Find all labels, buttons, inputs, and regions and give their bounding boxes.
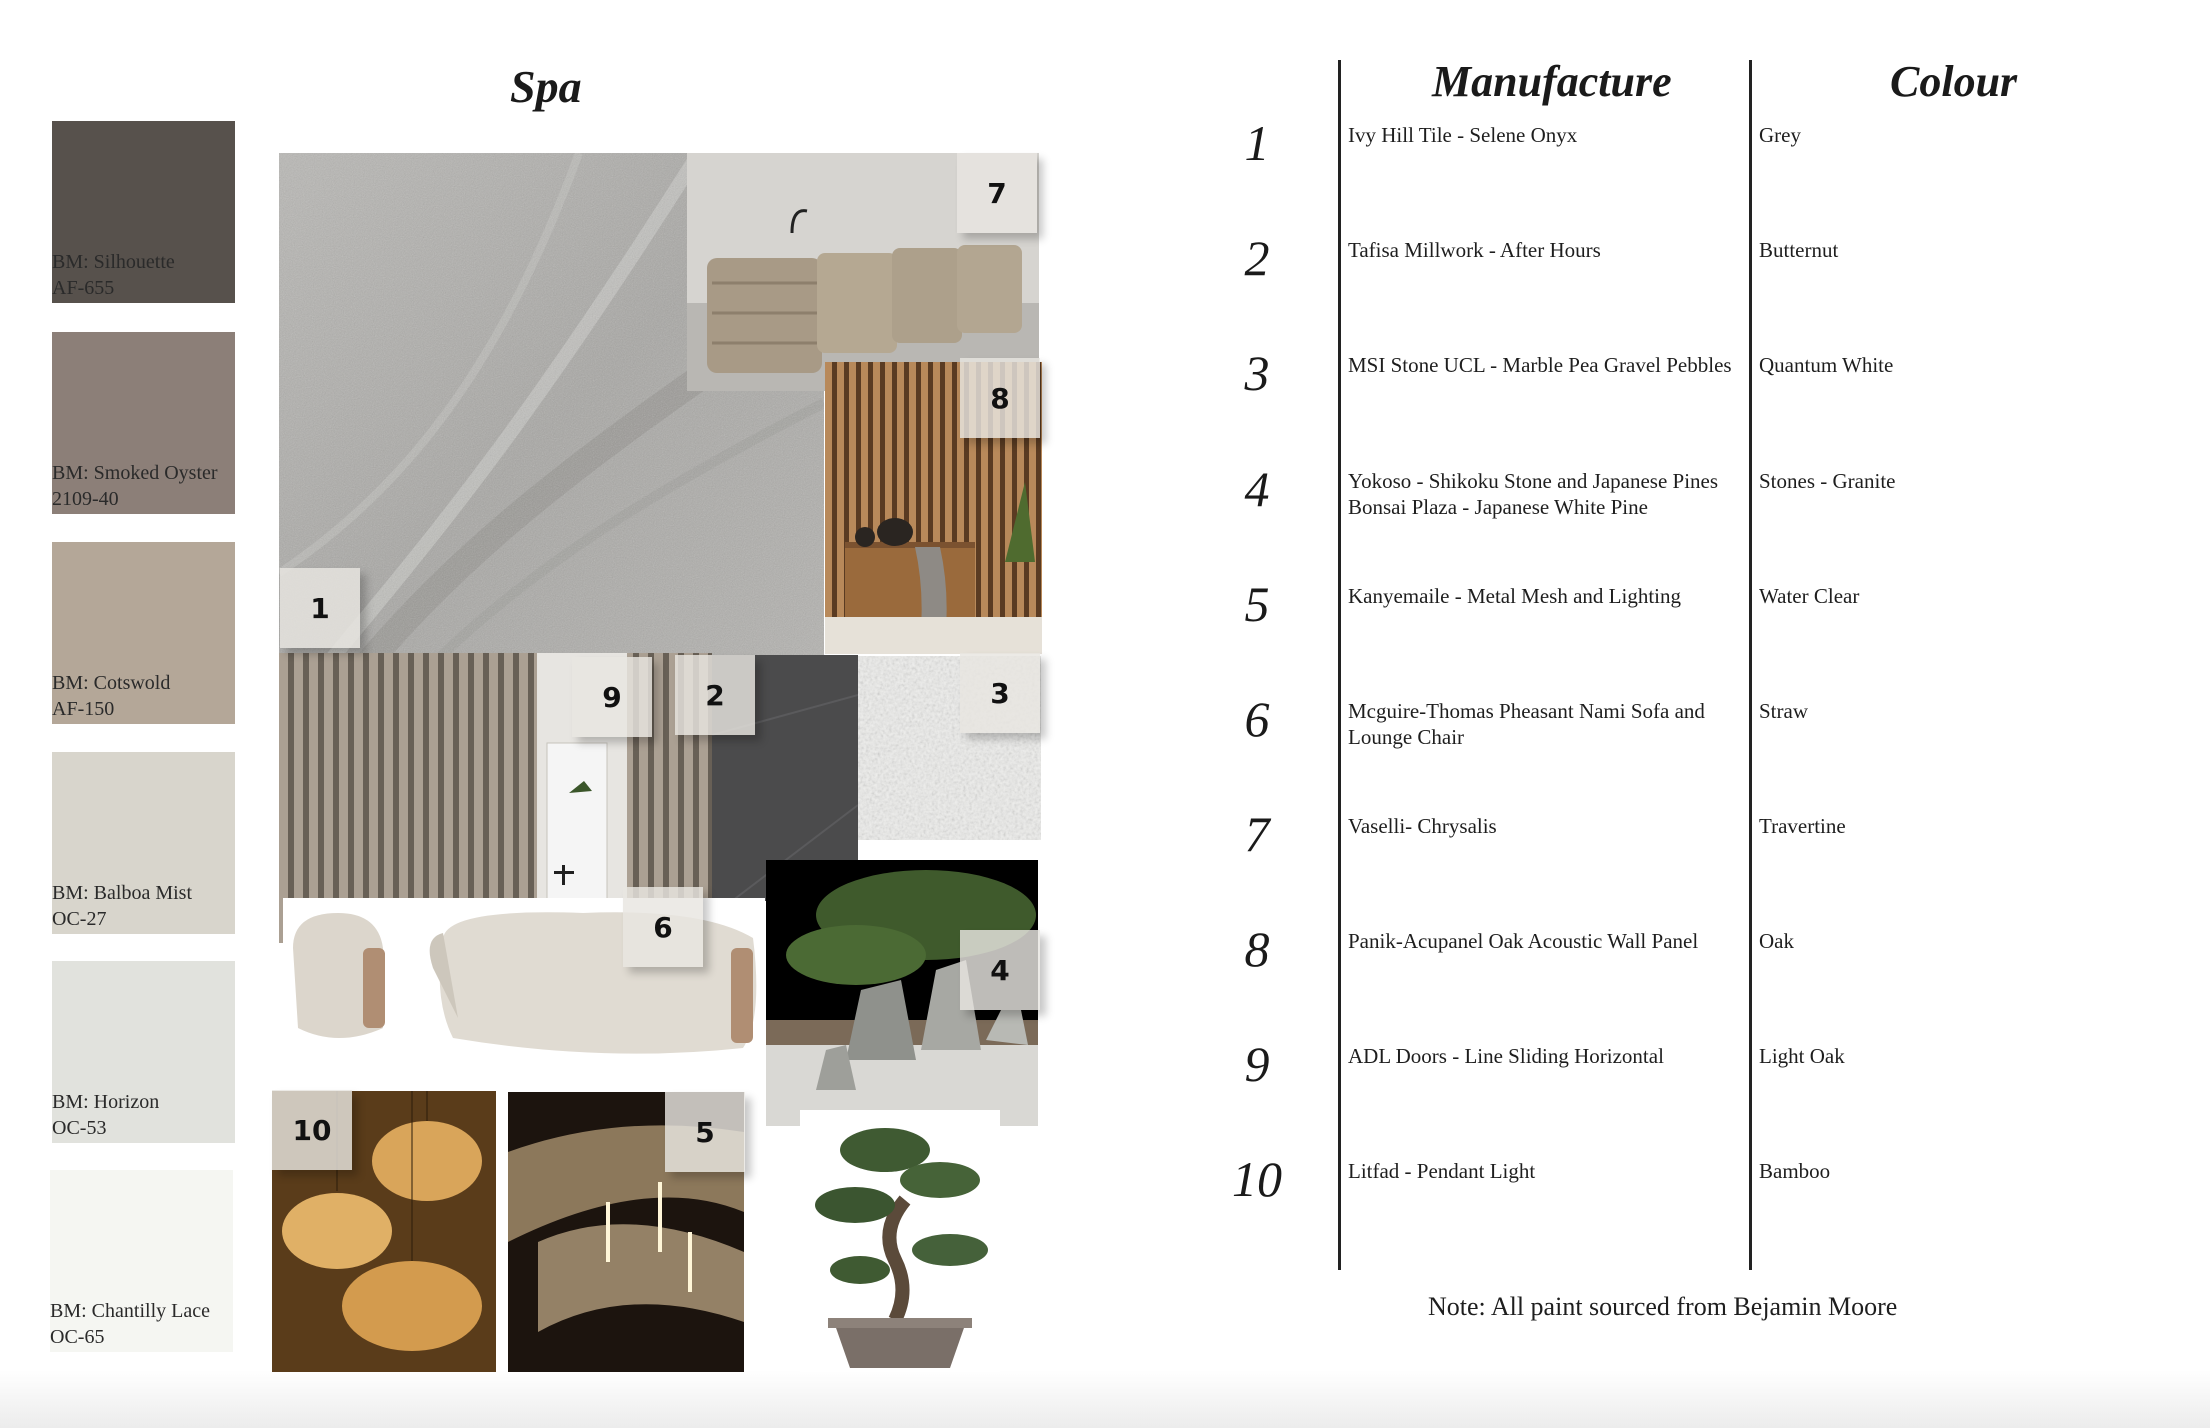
board-tag-2: 2 xyxy=(675,655,755,735)
swatch-cotswold xyxy=(52,542,235,724)
board-tag-8: 8 xyxy=(960,358,1040,438)
row-number: 6 xyxy=(1244,691,1270,747)
row-colour: Grey xyxy=(1759,123,1801,147)
board-tag-5: 5 xyxy=(665,1092,745,1172)
row-manufacture: Ivy Hill Tile - Selene Onyx xyxy=(1348,123,1578,147)
board-tag-4: 4 xyxy=(960,930,1040,1010)
swatch-label: BM: Chantilly Lace OC-65 xyxy=(50,1300,210,1348)
row-manufacture: Mcguire-Thomas Pheasant Nami Sofa and Lounge Chair xyxy=(1348,699,1705,749)
board-tag-6: 6 xyxy=(623,887,703,967)
row-colour: Butternut xyxy=(1759,238,1839,262)
board-tag-10: 10 xyxy=(272,1090,352,1170)
row-number: 2 xyxy=(1244,230,1270,286)
row-manufacture: Panik-Acupanel Oak Acoustic Wall Panel xyxy=(1348,929,1699,953)
row-number: 5 xyxy=(1244,576,1270,632)
swatch-smoked-oyster xyxy=(52,332,235,514)
row-number: 8 xyxy=(1244,921,1270,977)
swatch-label: BM: Smoked Oyster 2109-40 xyxy=(52,462,218,510)
row-manufacture: Kanyemaile - Metal Mesh and Lighting xyxy=(1348,584,1681,608)
row-colour: Straw xyxy=(1759,699,1808,723)
row-manufacture: Yokoso - Shikoku Stone and Japanese Pines Bonsai Plaza - Japanese White Pine xyxy=(1348,469,1719,519)
row-colour: Quantum White xyxy=(1759,353,1894,377)
manufacture-header: Manufacture xyxy=(1432,57,1672,106)
colour-header: Colour xyxy=(1890,57,2018,106)
board-tag-7: 7 xyxy=(957,153,1037,233)
row-number: 4 xyxy=(1244,461,1270,517)
board-title: Spa xyxy=(510,61,582,112)
board-tag-3: 3 xyxy=(960,653,1040,733)
board-tag-9: 9 xyxy=(572,657,652,737)
swatch-label: BM: Horizon OC-53 xyxy=(52,1091,160,1139)
swatch-silhouette xyxy=(52,121,235,303)
row-number: 7 xyxy=(1244,806,1270,862)
board-tag-1: 1 xyxy=(280,568,360,648)
swatch-label: BM: Cotswold AF-150 xyxy=(52,672,171,720)
swatch-label: BM: Silhouette AF-655 xyxy=(52,251,175,299)
row-manufacture: Tafisa Millwork - After Hours xyxy=(1348,238,1601,262)
table-divider-right xyxy=(1749,60,1752,1270)
swatch-label: BM: Balboa Mist OC-27 xyxy=(52,882,193,930)
row-number: 10 xyxy=(1232,1151,1282,1207)
swatch-chantilly-lace xyxy=(50,1170,233,1352)
row-colour: Water Clear xyxy=(1759,584,1860,608)
row-manufacture: Litfad - Pendant Light xyxy=(1348,1159,1536,1183)
swatch-horizon xyxy=(52,961,235,1143)
swatch-balboa-mist xyxy=(52,752,235,934)
row-number: 1 xyxy=(1244,115,1270,171)
bonsai-image xyxy=(800,1110,1000,1372)
table-divider-left xyxy=(1338,60,1341,1270)
row-manufacture: Vaselli- Chrysalis xyxy=(1348,814,1497,838)
row-colour: Oak xyxy=(1759,929,1794,953)
row-manufacture: ADL Doors - Line Sliding Horizontal xyxy=(1348,1044,1664,1068)
row-colour: Bamboo xyxy=(1759,1159,1831,1183)
paint-source-note: Note: All paint sourced from Bejamin Moore xyxy=(1428,1292,1898,1321)
row-colour: Light Oak xyxy=(1759,1044,1845,1068)
row-number: 9 xyxy=(1244,1036,1270,1092)
row-colour: Travertine xyxy=(1759,814,1846,838)
row-colour: Stones - Granite xyxy=(1759,469,1896,493)
row-manufacture: MSI Stone UCL - Marble Pea Gravel Pebbles xyxy=(1348,353,1732,377)
row-number: 3 xyxy=(1244,345,1270,401)
